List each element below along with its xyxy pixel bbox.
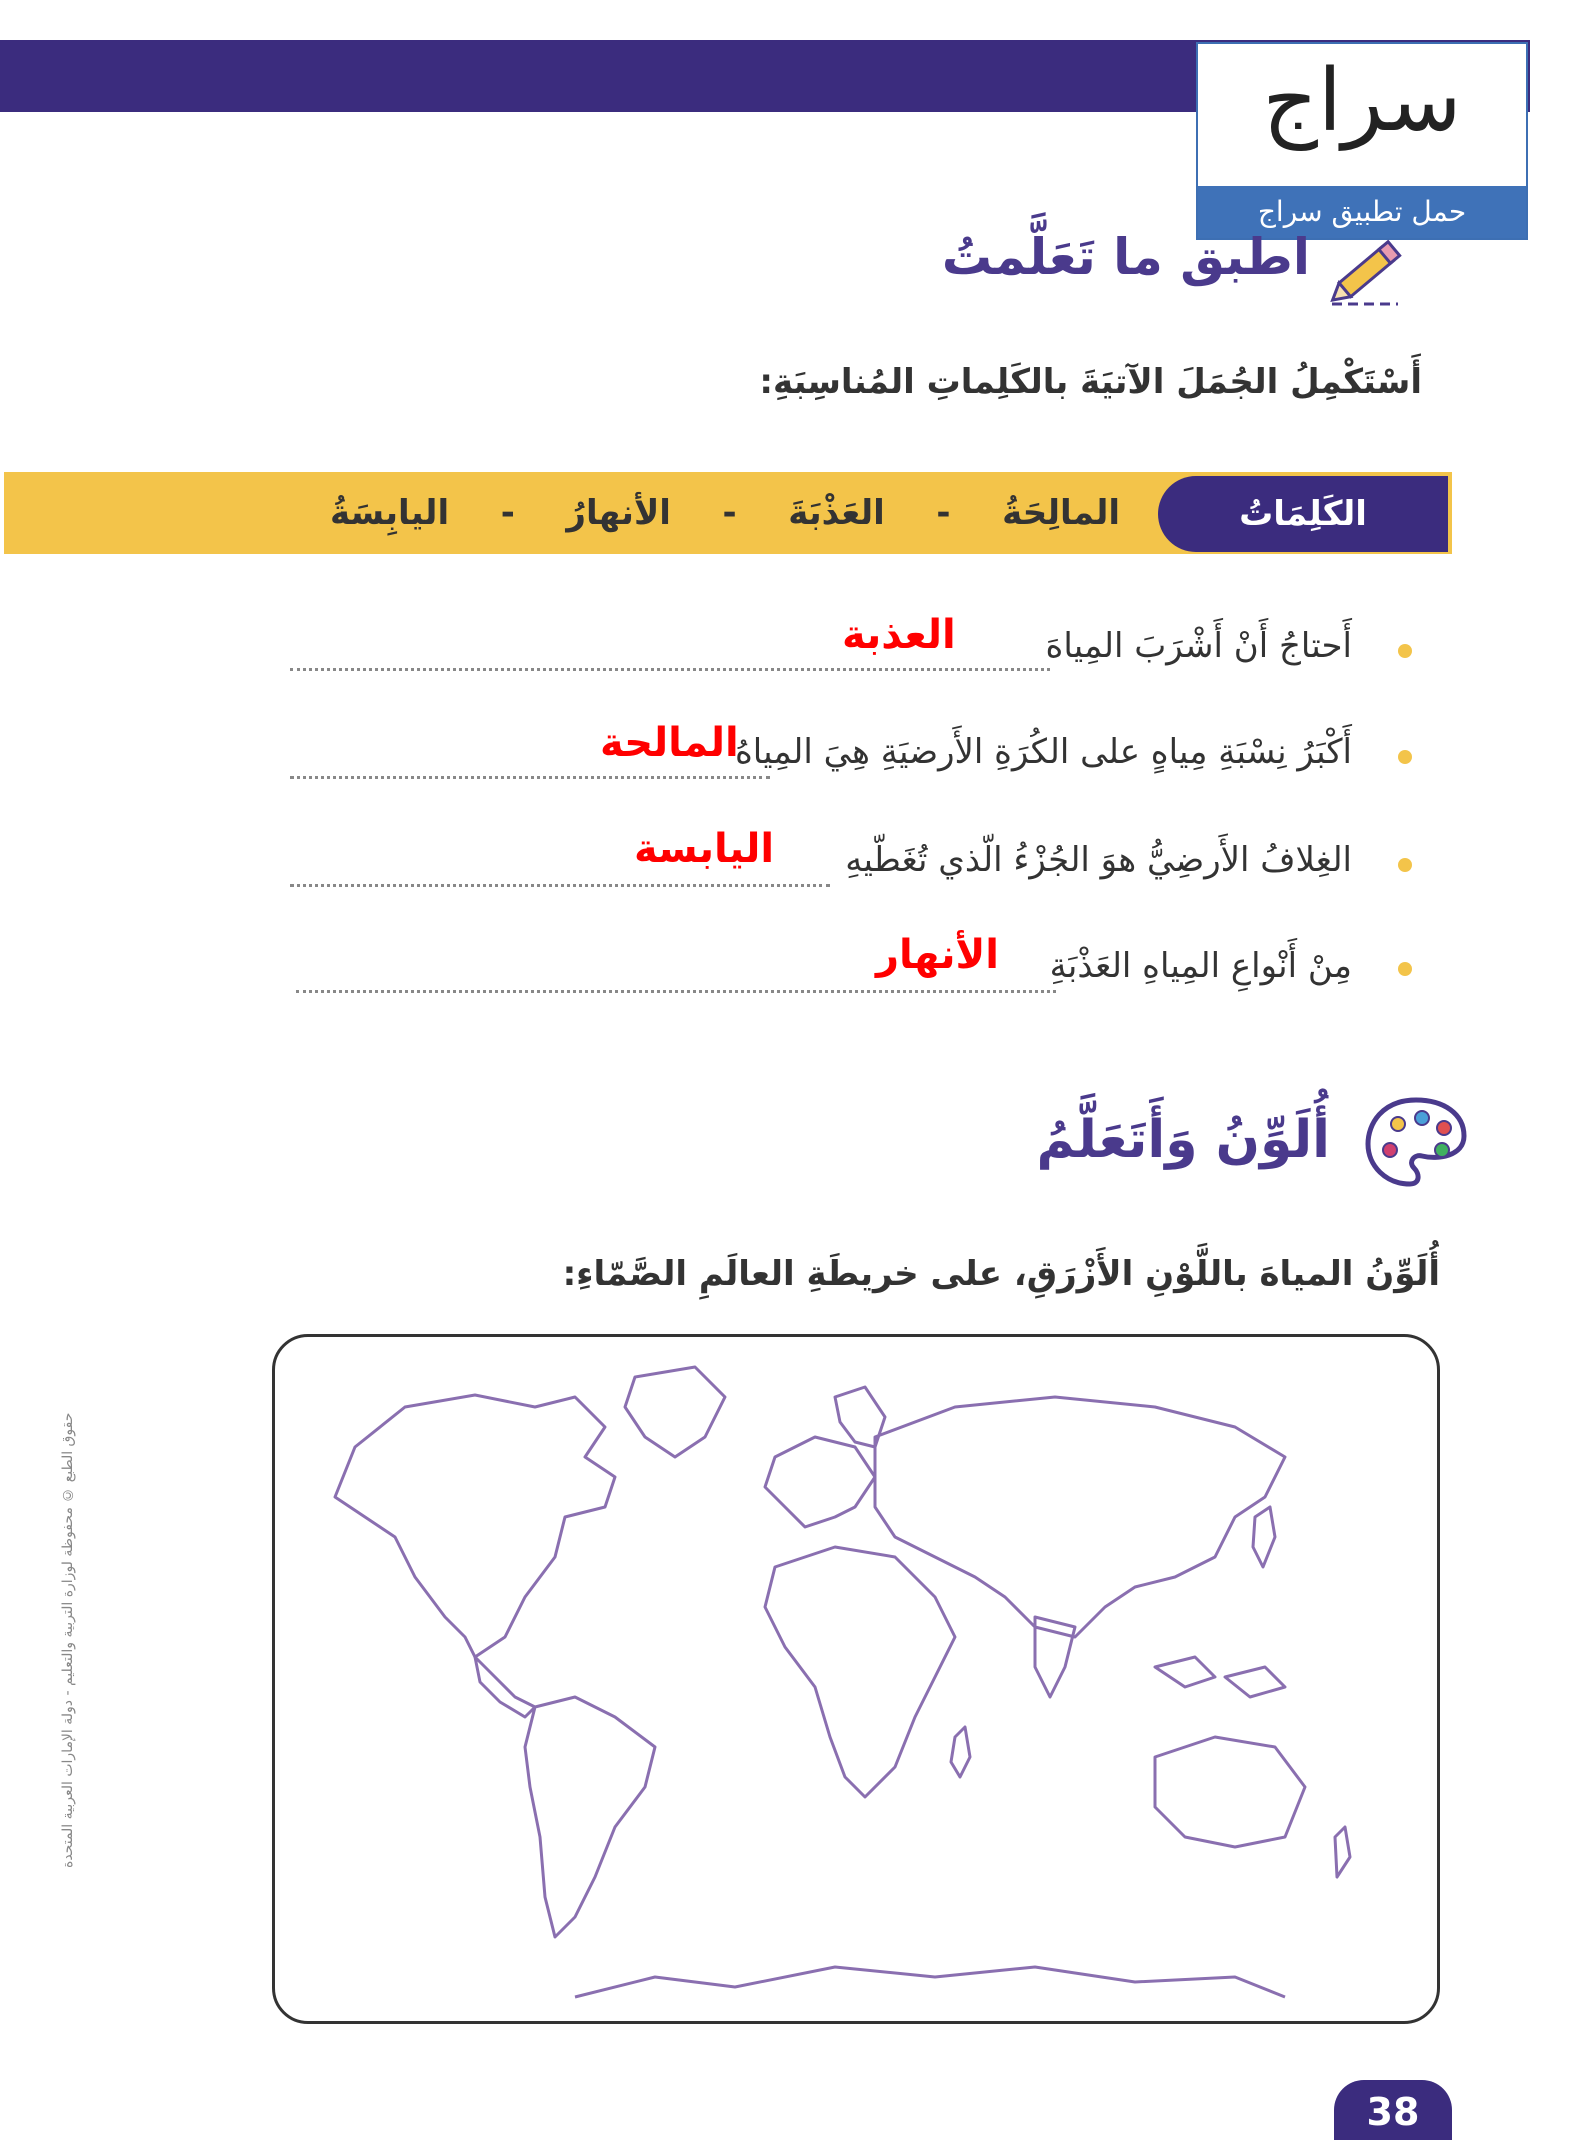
sentence-text: أَكْبَرُ نِسْبَةِ مِياهٍ على الكُرَةِ الأَرضيَةِ هِيَ المِياهُ — [734, 732, 1352, 772]
palette-icon — [1362, 1094, 1470, 1190]
siraj-logo — [1196, 42, 1528, 240]
helper-word: اليابِسَةُ — [330, 493, 450, 533]
helper-word: الأنهارُ — [566, 493, 671, 533]
section2-instruction: أُلَوِّنُ المياهَ باللَّوْنِ الأَزْرَقِ، على خريطَةِ العالَمِ الصَّمّاءِ: — [562, 1254, 1440, 1294]
sentence-answer: اليابسة — [634, 826, 775, 872]
logo-tagline: حمل تطبيق سراج — [1198, 186, 1526, 238]
helper-separator: - — [936, 493, 951, 533]
page-number: 38 — [1334, 2080, 1452, 2140]
sentence-text: الغِلافُ الأَرضِيُّ هوَ الجُزْءُ الّذي تُغَطّيهِ — [845, 840, 1352, 880]
helper-separator: - — [722, 493, 737, 533]
sentence-text: مِنْ أَنْواعِ المِياهِ العَذْبَةِ — [1049, 946, 1352, 986]
answer-line[interactable] — [290, 776, 770, 779]
helper-word: العَذْبَةَ — [788, 493, 885, 533]
world-map-frame — [272, 1334, 1440, 2024]
sentence-answer: الأنهار — [876, 932, 999, 978]
sentence-answer: العذبة — [842, 612, 956, 658]
answer-line[interactable] — [290, 668, 1050, 671]
section1-title: اطبق ما تَعَلَّمتُ — [941, 228, 1310, 286]
sentence-answer: المالحة — [600, 720, 739, 766]
bullet-icon — [1398, 858, 1412, 872]
answer-line[interactable] — [290, 884, 830, 887]
section1-instruction: أَسْتَكْمِلُ الجُمَلَ الآتيَةَ بالكَلِماتِ المُناسِبَةِ: — [759, 362, 1422, 402]
helper-words-list — [330, 472, 1120, 554]
copyright-credit: حقوق الطبع © محفوظة لوزارة التربية والتعليم - دولة الإمارات العربية المتحدة — [60, 1412, 76, 1868]
bullet-icon — [1398, 644, 1412, 658]
logo-word: سراج — [1262, 51, 1462, 151]
sentence-text: أَحتاجُ أَنْ أَشْرَبَ المِياهَ — [1045, 626, 1352, 666]
bullet-icon — [1398, 962, 1412, 976]
section2-title: أُلَوِّنُ وَأَتَعَلَّمُ — [1036, 1110, 1330, 1170]
helper-separator: - — [500, 493, 515, 533]
answer-line[interactable] — [296, 990, 1056, 993]
helper-words-label: الكَلِمَاتُ المُساعِدَةُ — [1158, 476, 1448, 552]
helper-word: المالِحَةُ — [1002, 493, 1120, 533]
bullet-icon — [1398, 750, 1412, 764]
world-map-outline[interactable] — [275, 1337, 1437, 2021]
pencil-icon — [1328, 230, 1412, 310]
